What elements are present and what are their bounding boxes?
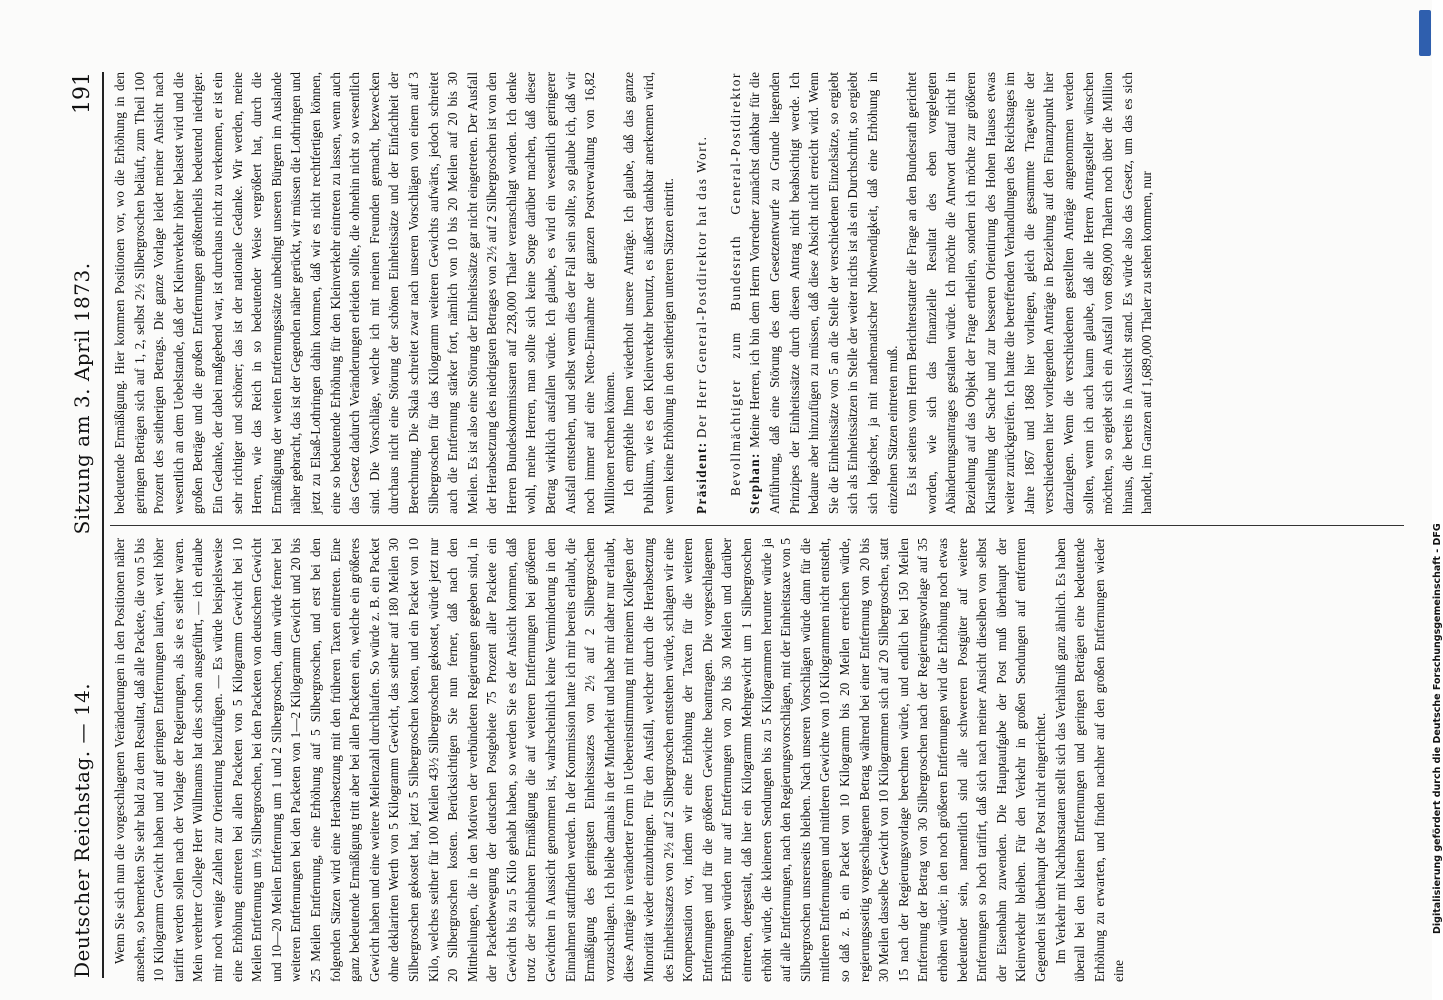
dfg-logo xyxy=(1419,10,1441,56)
spacer xyxy=(678,72,692,514)
president-line xyxy=(692,72,712,514)
right-paragraph: Ich empfehle Ihnen wiederholt unsere Anträge. Ich glaube, daß das ganze Publikum, wie es den Kleinverkehr benutzt, es äußerst dankbar anerkennen wird, wenn keine Erhöhung in den seitherigen unteren Sätzen eintritt. xyxy=(621,72,676,514)
left-paragraph: Wenn Sie sich nun die vorgeschlagenen Veränderungen in den Positionen näher ansehen, so bemerken Sie sehr bald zu dem Resultat, daß alle Packete, die von 5 bis 10 Kilogramm Gewicht haben und auf geringen Entfernungen laufen, weit höher tarifirt werden sollen nach der Vorlage der Regierungen, als sie es seither waren. Mein verehrter College Herr Wüllmanns hat dies schon ausgeführt, — ich erlaube mir noch wenige Zahlen zur Orientirung beizufügen. — Es würde beispielsweise eine Erhöhung eintreten bei allen Packeten von 5 Kilogramm Gewicht bei 10 Meilen Entfernung um ½ Silbergroschen, bei den Packeten von deutschem Gewicht und 10—20 Meilen Entfernung um 1 und 2 Silbergroschen, dann würde ferner bei weiteren Entfernungen bei den Packeten von 1—2 Kilogramm Gewicht und 20 bis 25 Meilen Entfernung, eine Erhöhung auf 5 Silbergroschen, und erst bei den folgenden Sätzen wird eine Herabsetzung mit den früheren Taxen eintreten. Eine ganz bedeutende Ermäßigung tritt aber bei allen Packeten ein, welche ein größeres Gewicht haben und eine weitere Meilenzahl durchlaufen. So würde z. B. ein Packet ohne deklarirten Werth von 5 Kilogramm Gewicht, das seither auf 180 Meilen 30 Silbergroschen gekostet hat, jetzt 5 Silbergroschen kosten, und ein Packet von 10 Kilo, welches seither für 100 Meilen 43½ Silbergroschen gekostet, würde jetzt nur 20 Silbergroschen kosten. Berücksichtigen Sie nun ferner, daß nach den Mittheilungen, die in den Motiven der verbündeten Regierungen gegeben sind, in der Packetbewegung der deutschen Postgebiete 75 Prozent aller Packete ein Gewicht bis zu 5 Kilo gehabt haben, so werden Sie es der Ansicht kommen, daß trotz der scheinbaren Ermäßigung die auf weiteren Entfernungen bei größeren Gewichten in Aussicht genommen ist, wahrscheinlich keine Verminderung in den Einnahmen stattfinden werden. In der Kommission hatte ich mir bereits erlaubt, die Ermäßigung des geringsten Einheitssatzes von 2½ auf 2 Silbergroschen vorzuschlagen. Ich bleibe damals in der Minderheit und habe mir daher nur erlaubt, diese Anträge in veränderter Form in Uebereinstimmung mit meinem Kollegen der Minorität wieder einzubringen. Für den Ausfall, welcher durch die Herabsetzung des Einheitssatzes von 2½ auf 2 Silbergroschen entstehen würde, schlagen wir eine Kompensation vor, indem wir eine Erhöhung der Taxen für die weiteren Entfernungen und für die größeren Gewichte beantragen. Die vorgeschlagenen Erhöhungen würden nur auf Entfernungen von 20 bis 30 Meilen und darüber eintreten, dergestalt, daß hier ein Kilogramm Mehrgewicht um 1 Silbergroschen erhöht würde, die kleineren Sendungen bis zu 5 Kilogrammen herunter würde ja auf alle Entfernungen, nach den Regierungsvorschlägen, mit der Einheitstaxe von 5 Silbergroschen unsrerseits bleiben. Nach unseren Vorschlägen würde dann für die mittleren Entfernungen und mittleren Gewichte von 10 Kilogrammen nicht entsteht, so daß z. B. ein Packet von 10 Kilogramm bis 20 Meilen erreichen würde, regierungsseitig vorgeschlagenen Betrag während bei einer Entfernung von 20 bis 30 Meilen dasselbe Gewicht von 10 Kilogrammen sich auf 20 Silbergroschen, statt 15 nach der Regierungsvorlage berechnen würde, und endlich bei 150 Meilen Entfernung der Betrag von 30 Silbergroschen nach der Regierungsvorlage auf 35 erhöhen würde; in den noch größeren Entfernungen wird die Erhöhung noch etwas bedeutender sein, namentlich sind alle schwereren Postgüter auf weitere Entfernungen so hoch tarifirt, daß sich nach meiner Ansicht dieselben von selbst der Eisenbahn zuwenden. Die Hauptaufgabe der Post muß überhaupt der Kleinverkehr bleiben. Für den Verkehr in großen Sendungen auf entfernten Gegenden ist überhaupt die Post nicht eingerichtet. xyxy=(112,538,1048,982)
page-number: 191 xyxy=(69,72,95,115)
speaker-name: Stephan: xyxy=(747,452,763,514)
dfg-attribution-text: Digitalisierung gefördert durch die Deutsche Forschungsgemeinschaft - DFG xyxy=(1432,523,1443,934)
left-column xyxy=(110,538,1404,982)
right-paragraph: bedeutende Ermäßigung. Hier kommen Positionen vor, wo die Erhöhung in den geringen Beträgen sich auf 1, 2, selbst 2½ Silbergroschen beläuft, zum Theil 100 Prozent des seitherigen Betrags. Die ganze Vorlage leidet meiner Ansicht nach wesentlich an dem Uebelstande, daß der Kleinverkehr höher belastet wird und die großen Beträge und die großen Entfernungen größtentheils bedeutend niedriger. Ein Gedanke, der dabei maßgebend war, ist durchaus nicht zu verkennen, er ist ein sehr richtiger und schöner; das ist der nationale Gedanke. Wir werden, meine Herren, wie das Reich in so bedeutender Weise vergrößert hat, durch die Ermäßigung der weiten Entfernungssätze unbedingt unseren Bürgern im Auslande näher gebracht, das ist der Gegenden näher gerückt, wir müssen die Lothringen und jetzt zu Elsaß-Lothringen dahin kommen, daß wir es nicht rechtfertigen können, eine so bedeutende Erhöhung für den Kleinverkehr eintreten zu lassen, wenn auch das Gesetz dadurch Veränderungen erleiden sollte, die ohnehin nicht so wesentlich sind. Die Vorschläge, welche ich mit meinen Freunden gemacht, bezwecken durchaus nicht eine Störung der schönen Einheitssätze und der Einfachheit der Berechnung. Die Skala schreitet zwar nach unseren Vorschlägen von einem auf 3 Silbergroschen für das Kilogramm weiteren Gewichts aufwärts, jedoch schreitet auch die Entfernung stärker fort, nämlich von 10 bis 20 Meilen auf 20 bis 30 Meilen. Es ist also eine Störung der Einheitssätze gar nicht eingetreten. Der Ausfall der Herabsetzung des niedrigsten Betrages von 2½ auf 2 Silbergroschen ist von den Herren Bundeskommissaren auf 228,000 Thaler veranschlagt worden. Ich denke wohl, meine Herren, man sollte sich keine Sorge darüber machen, daß dieser Betrag wirklich ausfallen würde. Ich glaube, es wird ein wesentlich geringerer Ausfall entstehen, und selbst wenn dies der Fall sein sollte, so glaube ich, daß wir noch immer auf eine Netto-Einnahme der ganzen Postverwaltung von 16,82 Millionen rechnen können. xyxy=(112,72,617,514)
dfg-attribution-strip xyxy=(1418,4,1443,994)
header-session: Sitzung am 3. April 1873. xyxy=(70,262,94,535)
page-header xyxy=(62,72,104,978)
president-label: Präsident: xyxy=(694,441,710,514)
left-paragraph: Im Verkehr mit Nachbarstaaten stellt sich das Verhältniß ganz ähnlich. Es haben überall bei den kleinen Entfernungen und geringen Beträgen eine bedeutende Erhöhung zu erwarten, und finden nachher auf den großen Entfernungen wieder eine xyxy=(1052,538,1127,982)
speaker-intro-line xyxy=(726,72,902,514)
speech-paragraph: Meine Herren, ich bin dem Herrn Vorredner zunächst dankbar für die Anführung, daß eine Störung des dem Gesetzentwurfe zu Grunde liegenden Prinzipes der Einheitssätze durch diesen Antrag nicht beabsichtigt werde. Ich bedaure aber hinzufügen zu müssen, daß diese Absicht nicht erreicht wird. Wenn Sie die Einheitssätze von 5 an die Stelle der verschiedenen Einzelsätze, so ergiebt sich als Einheitssätzen in Stelle der weiter nichts ist als ein Durchschnitt, so ergiebt sich logischer, ja mit mathematischer Nothwendigkeit, daß eine Erhöhung in einzelnen Sätzen eintreten muß. xyxy=(747,71,900,514)
dfg-logo-text: DFG xyxy=(1431,18,1441,40)
column-divider xyxy=(110,525,1404,526)
header-publication: Deutscher Reichstag. — 14. xyxy=(70,682,94,978)
rotated-newspaper-page xyxy=(62,62,1410,992)
president-text: Der Herr General-Postdirektor hat das Wort. xyxy=(694,135,710,439)
speaker-intro: Bevollmächtigter zum Bundesrath General-Postdirektor xyxy=(727,72,743,496)
right-column xyxy=(110,72,1404,514)
speech-paragraph: Es ist seitens vom Herrn Berichterstatter die Frage an den Bundesrath gerichtet worden, wie sich das finanzielle Resultat des eben vorgelegten Abänderungsantrages gestalten würde. Ich möchte die Antwort darauf nicht in Beziehung auf das Objekt der Frage ertheilen, sondern ich möchte zur größeren Klarstellung der Sache und zur besseren Orientirung des Hohen Hauses etwas weiter zurückgreifen. Ich hatte die betreffenden Verhandlungen des Reichstages im Jahre 1867 und 1868 hier vorliegen, gleich die gesammte Tragweite der verschiedenen hier vorliegenden Anträge in Beziehung auf den Finanzpunkt hier darzulegen. Wenn die verschiedenen gestellten Anträge angenommen werden sollten, wenn ich auch kaum glaube, daß alle Herren Antragsteller wünschen möchten, so ergiebt sich ein Ausfall von 689,000 Thalern noch über die Million hinaus, die bereits in Aussicht stand. Es würde also das Gesetz, um das es sich handelt, im Ganzen auf 1,689,000 Thaler zu stehen kommen, nur xyxy=(904,72,1155,514)
spacer xyxy=(712,72,726,514)
